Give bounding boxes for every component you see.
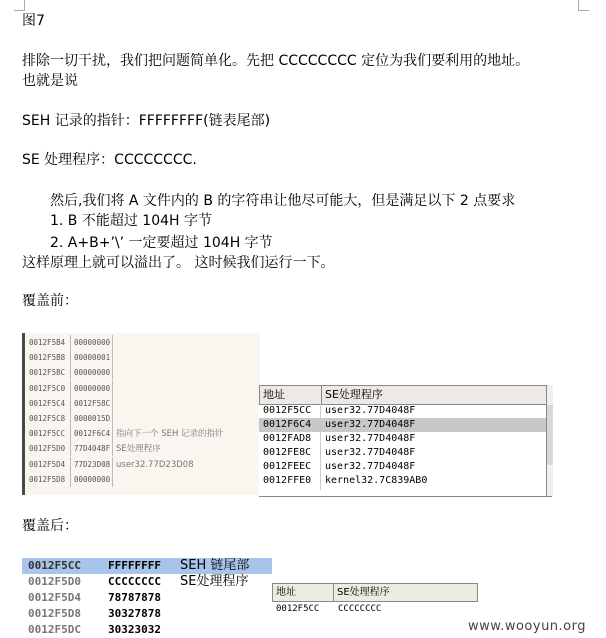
stack-value: 30323032 (108, 623, 161, 636)
column-header-handler: SE处理程序 (321, 386, 383, 404)
stack-address: 0012F5D0 (28, 441, 71, 456)
stack-address: 0012F5D8 (28, 607, 81, 620)
figure-label: 图7 (22, 13, 45, 29)
stack-value: 00000001 (71, 350, 113, 365)
stack-row (28, 381, 116, 396)
stack-row (28, 396, 116, 411)
stack-address: 0012F5D8 (28, 472, 71, 487)
stack-row (22, 558, 272, 574)
stack-row (28, 350, 116, 365)
after-label: 覆盖后： (22, 518, 78, 534)
stack-address: 0012F5C8 (28, 411, 71, 426)
paragraph-line: 也就是说 (22, 73, 78, 89)
stack-address: 0012F5C4 (28, 396, 71, 411)
stack-row (22, 622, 272, 638)
seh-pointer-line: SEH 记录的指针：FFFFFFFF(链表尾部) (22, 113, 271, 129)
stack-value: CCCCCCCC (108, 575, 161, 588)
stack-address: 0012F5CC (28, 426, 71, 441)
column-header-address: 地址 (276, 587, 296, 598)
after-seh-chain-window (272, 583, 476, 621)
stack-value: 0012F58C (71, 396, 113, 411)
stack-address: 0012F5DC (28, 623, 81, 636)
stack-row (28, 335, 116, 350)
requirement-item: 1. B 不能超过 104H 字节 (50, 213, 213, 229)
stack-address: 0012F5CC (28, 559, 81, 572)
paragraph-line: 然后,我们将 A 文件内的 B 的字符串让他尽可能大，但是满足以下 2 点要求 (50, 193, 516, 209)
seh-row (259, 474, 547, 488)
stack-row (28, 426, 224, 441)
stack-comment: SEH 链尾部 (180, 558, 250, 573)
requirement-item: 2. A+B+’\’ 一定要超过 104H 字节 (50, 235, 273, 251)
seh-row-address: 0012F6C4 (263, 419, 312, 430)
before-stack-panel (22, 333, 260, 495)
before-label: 覆盖前： (22, 293, 78, 309)
seh-row-address: 0012FEEC (263, 461, 312, 472)
scrollbar-thumb[interactable] (547, 405, 553, 465)
seh-row-handler: user32.77D4048F (325, 419, 416, 430)
stack-address: 0012F5D4 (28, 591, 81, 604)
stack-row (22, 590, 272, 606)
stack-value: FFFFFFFF (108, 559, 161, 572)
scrollbar[interactable] (546, 385, 553, 496)
after-stack-panel (22, 558, 272, 638)
seh-table-header (272, 583, 478, 602)
seh-row (259, 460, 547, 474)
stack-row (22, 574, 272, 590)
seh-row-handler: kernel32.7C839AB0 (325, 475, 428, 486)
stack-comment: 指向下一个 SEH 记录的指针 (116, 429, 224, 440)
page-corner-mark-right (578, 0, 589, 11)
stack-row (28, 365, 116, 380)
stack-value: 78787878 (108, 591, 161, 604)
stack-address: 0012F5B4 (28, 335, 71, 350)
watermark: www.wooyun.org (468, 619, 587, 634)
seh-row[interactable] (259, 418, 547, 432)
column-header-handler: SE处理程序 (333, 584, 390, 601)
seh-row-handler: user32.77D4048F (325, 447, 416, 458)
stack-value: 0012F6C4 (71, 426, 113, 441)
stack-address: 0012F5D0 (28, 575, 81, 588)
paragraph-line: 排除一切干扰，我们把问题简单化。先把 CCCCCCCC 定位为我们要利用的地址。 (22, 53, 530, 69)
seh-row (259, 432, 547, 446)
seh-row-handler: user32.77D4048F (325, 405, 416, 416)
seh-row (259, 446, 547, 460)
seh-row-handler: user32.77D4048F (325, 461, 416, 472)
stack-value: 30327878 (108, 607, 161, 620)
stack-comment: SE处理程序 (180, 574, 249, 589)
stack-value: 0000015D (71, 411, 113, 426)
se-handler-line: SE 处理程序：CCCCCCCC. (22, 152, 197, 168)
seh-row-handler: user32.77D4048F (325, 433, 416, 444)
seh-row-address: 0012FE8C (263, 447, 312, 458)
stack-comment: SE处理程序 (116, 444, 161, 455)
stack-row (28, 411, 116, 426)
seh-row (259, 404, 547, 418)
stack-value: 77D4048F (71, 441, 113, 456)
paragraph-line: 这样原理上就可以溢出了。 这时候我们运行一下。 (22, 255, 335, 271)
stack-row (22, 606, 272, 622)
stack-address: 0012F5C0 (28, 381, 71, 396)
seh-row-address: 0012FAD8 (263, 433, 312, 444)
panel-edge (22, 333, 25, 495)
stack-comment: user32.77D23D08 (116, 459, 194, 470)
before-seh-chain-window (259, 385, 552, 497)
stack-value: 00000000 (71, 335, 113, 350)
seh-row-address: 0012F5CC (263, 405, 312, 416)
seh-row-address: 0012FFE0 (263, 475, 312, 486)
stack-row (28, 472, 116, 487)
stack-address: 0012F5BC (28, 365, 71, 380)
stack-value: 00000000 (71, 472, 113, 487)
stack-row (28, 441, 161, 456)
stack-value: 00000000 (71, 365, 113, 380)
stack-row (28, 457, 194, 472)
seh-table-header (259, 385, 547, 405)
stack-value: 77D23D08 (71, 457, 113, 472)
seh-row-address: 0012F5CC (276, 604, 320, 614)
page-corner-mark-left (14, 0, 25, 11)
seh-row-handler: CCCCCCCC (338, 604, 382, 614)
stack-value: 00000000 (71, 381, 113, 396)
stack-address: 0012F5D4 (28, 457, 71, 472)
column-header-address: 地址 (263, 388, 285, 401)
stack-address: 0012F5B8 (28, 350, 71, 365)
